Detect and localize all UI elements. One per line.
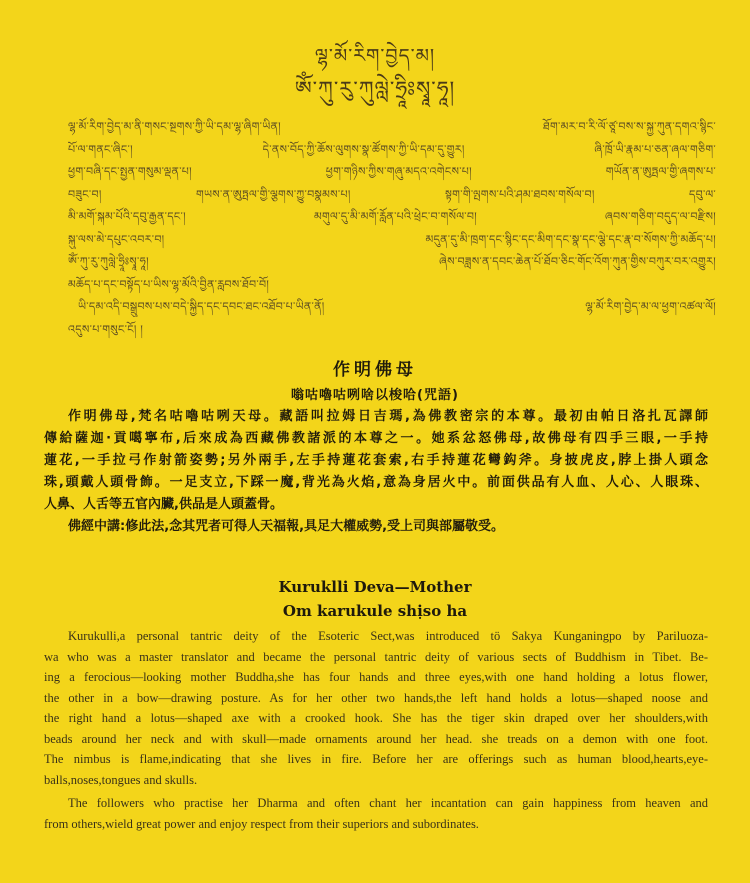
english-line: The nimbus is flame,indicating that she lives in fire. Before her are offerings such as human blood,hearts,eye- bbox=[44, 752, 708, 766]
tibetan-line: མཆོད་པ་དང་བསྟོད་པ་ཡིས་ལྷ་མོའི་བྱིན་རླབས་ཐོབ་བོ། bbox=[68, 277, 270, 291]
english-line: wa who was a master translator and became the personal tantric deity of various sects of Buddhism in Tibet. Be- bbox=[44, 649, 708, 664]
chinese-line: 作明佛母,梵名咕嚕咕咧天母。藏語叫拉姆日吉瑪,為佛教密宗的本尊。最初由帕日洛扎瓦譯師 bbox=[68, 409, 708, 424]
english-line: ing a ferocious—looking mother Buddha,she has four hands and three eyes,with one hand holding a lotus flower, bbox=[44, 670, 708, 684]
chinese-line: 蓮花,一手拉弓作射箭姿勢;另外兩手,左手持蓮花套索,右手持蓮花彎鈎斧。身披虎皮,脖上掛人頭念 bbox=[44, 453, 708, 468]
english-line: from others,wield great power and enjoy respect from their superiors and subordinates. bbox=[44, 816, 479, 831]
chinese-line: 珠,頭戴人頭骨飾。一足支立,下踩一魔,背光為火焰,意為身居火中。前面供品有人血、人心、人眼珠、 bbox=[44, 475, 708, 490]
tibetan-mantra: ཨོཾ་ཀུ་རུ་ཀུལླེ་ཧྲཱིཿསྭཱ་ཧཱ། bbox=[294, 77, 456, 101]
english-subtitle: Om karukule shịso ha bbox=[282, 602, 468, 620]
tibetan-title: ལྷ་མོ་རིག་བྱེད་མ། bbox=[314, 45, 436, 67]
tibetan-text-block bbox=[68, 114, 716, 339]
english-title: Kuruklli Deva—Mother bbox=[278, 578, 472, 596]
chinese-text-block bbox=[44, 406, 708, 538]
chinese-title: 作明佛母 bbox=[333, 360, 417, 380]
tibetan-line: ཡི་དམ་འདི་བསྒྲུབས་པས་བདེ་སྐྱིད་དང་དབང་ཐང་འཐོབ་པ་ཡིན་ནོ། ལྷ་མོ་རིག་བྱེད་མ་ལ་ཕྱག་འཚལ་ལོ། bbox=[78, 300, 716, 313]
english-line: balls,noses,tongues and skulls. bbox=[44, 772, 198, 787]
tibetan-line: སྐུ་ལས་མེ་དཔུང་འབར་བ། མདུན་དུ་མི་ཁྲག་དང་སྙིང་དང་མིག་དང་སྣ་དང་ལྕེ་དང་རྣ་བ་སོགས་ཀྱི་མཆོད་པ། bbox=[68, 232, 716, 246]
english-line: Kurukulli,a personal tantric deity of the Esoteric Sect,was introduced tö Sakya Kunganingpo by Pariluoza- bbox=[68, 629, 708, 643]
chinese-line: 人鼻、人舌等五官內臟,供品是人頭蓋骨。 bbox=[44, 497, 283, 512]
english-line: beads around her neck and with skull—made ornaments around her head. she treads on a demon with one foot. bbox=[44, 731, 708, 746]
chinese-line: 傳給薩迦·貢噶寧布,后來成為西藏佛教諸派的本尊之一。她系忿怒佛母,故佛母有四手三眼,一手持 bbox=[44, 431, 708, 446]
tibetan-line: མི་མགོ་སྐམ་པོའི་དབུ་རྒྱན་དང་། མགུལ་དུ་མི་མགོ་རློན་པའི་ཕྲེང་བ་གསོལ་བ། ཞབས་གཅིག་བདུད་ལ་བརྫིས། bbox=[68, 210, 716, 223]
tibetan-line: ལྷ་མོ་རིག་བྱེད་མ་ནི་གསང་སྔགས་ཀྱི་ཡི་དམ་ལྷ་ཞིག་ཡིན། ཐོག་མར་བ་རི་ལོ་ཙཱ་བས་ས་སྐྱ་ཀུན་དགའ་སྙིང་ bbox=[68, 120, 716, 133]
english-line: the right hand a lotus—shaped axe with a crooked hook. She has the tiger skin draped over her shoulders,with bbox=[44, 711, 708, 725]
tibetan-line: ཨོཾ་ཀུ་རུ་ཀུལླེ་ཧྲཱིཿསྭཱ་ཧཱ། ཞེས་བཟླས་ན་དབང་ཆེན་པོ་ཐོབ་ཅིང་གོང་འོག་ཀུན་གྱིས་བཀུར་བར་འགྱུར། bbox=[68, 255, 716, 268]
english-text-block bbox=[44, 626, 708, 834]
tibetan-line: འདུས་པ་གསུང་ངོ། ། bbox=[68, 322, 144, 336]
english-line: the other in a bow—drawing posture. As for her other two hands,the left hand holds a lotus—shaped noose and bbox=[44, 690, 708, 705]
tibetan-line: ཕྱག་བཞི་དང་སྤྱན་གསུམ་ལྡན་པ། ཕྱག་གཉིས་ཀྱིས་གཞུ་མདའ་འགེངས་པ། གཡོན་ན་ཨུཏྤལ་གྱི་ཞགས་པ་ bbox=[68, 165, 716, 178]
chinese-line: 佛經中講:修此法,念其咒者可得人天福報,具足大權威勢,受上司與部屬敬受。 bbox=[68, 519, 505, 534]
tibetan-line: བཟུང་བ། གཡས་ན་ཨུཏྤལ་གྱི་ལྕགས་ཀྱུ་བསྣམས་པ། སྟག་གི་ལྤགས་པའི་ཤམ་ཐབས་གསོལ་བ། དབུ་ལ་ bbox=[68, 187, 716, 201]
tibetan-line: པོ་ལ་གནང་ཞིང་། དེ་ནས་བོད་ཀྱི་ཆོས་ལུགས་སྣ་ཚོགས་ཀྱི་ཡི་དམ་དུ་གྱུར། ཞི་ཁྲོ་ཡི་རྣམ་པ་ཅན་ཞལ་གཅིག་ bbox=[68, 142, 716, 156]
english-line: The followers who practise her Dharma and often chant her incantation can gain happiness from heaven and bbox=[68, 796, 708, 810]
chinese-subtitle: 嗡咕嚕咕咧啥以梭哈(咒語) bbox=[291, 388, 459, 403]
